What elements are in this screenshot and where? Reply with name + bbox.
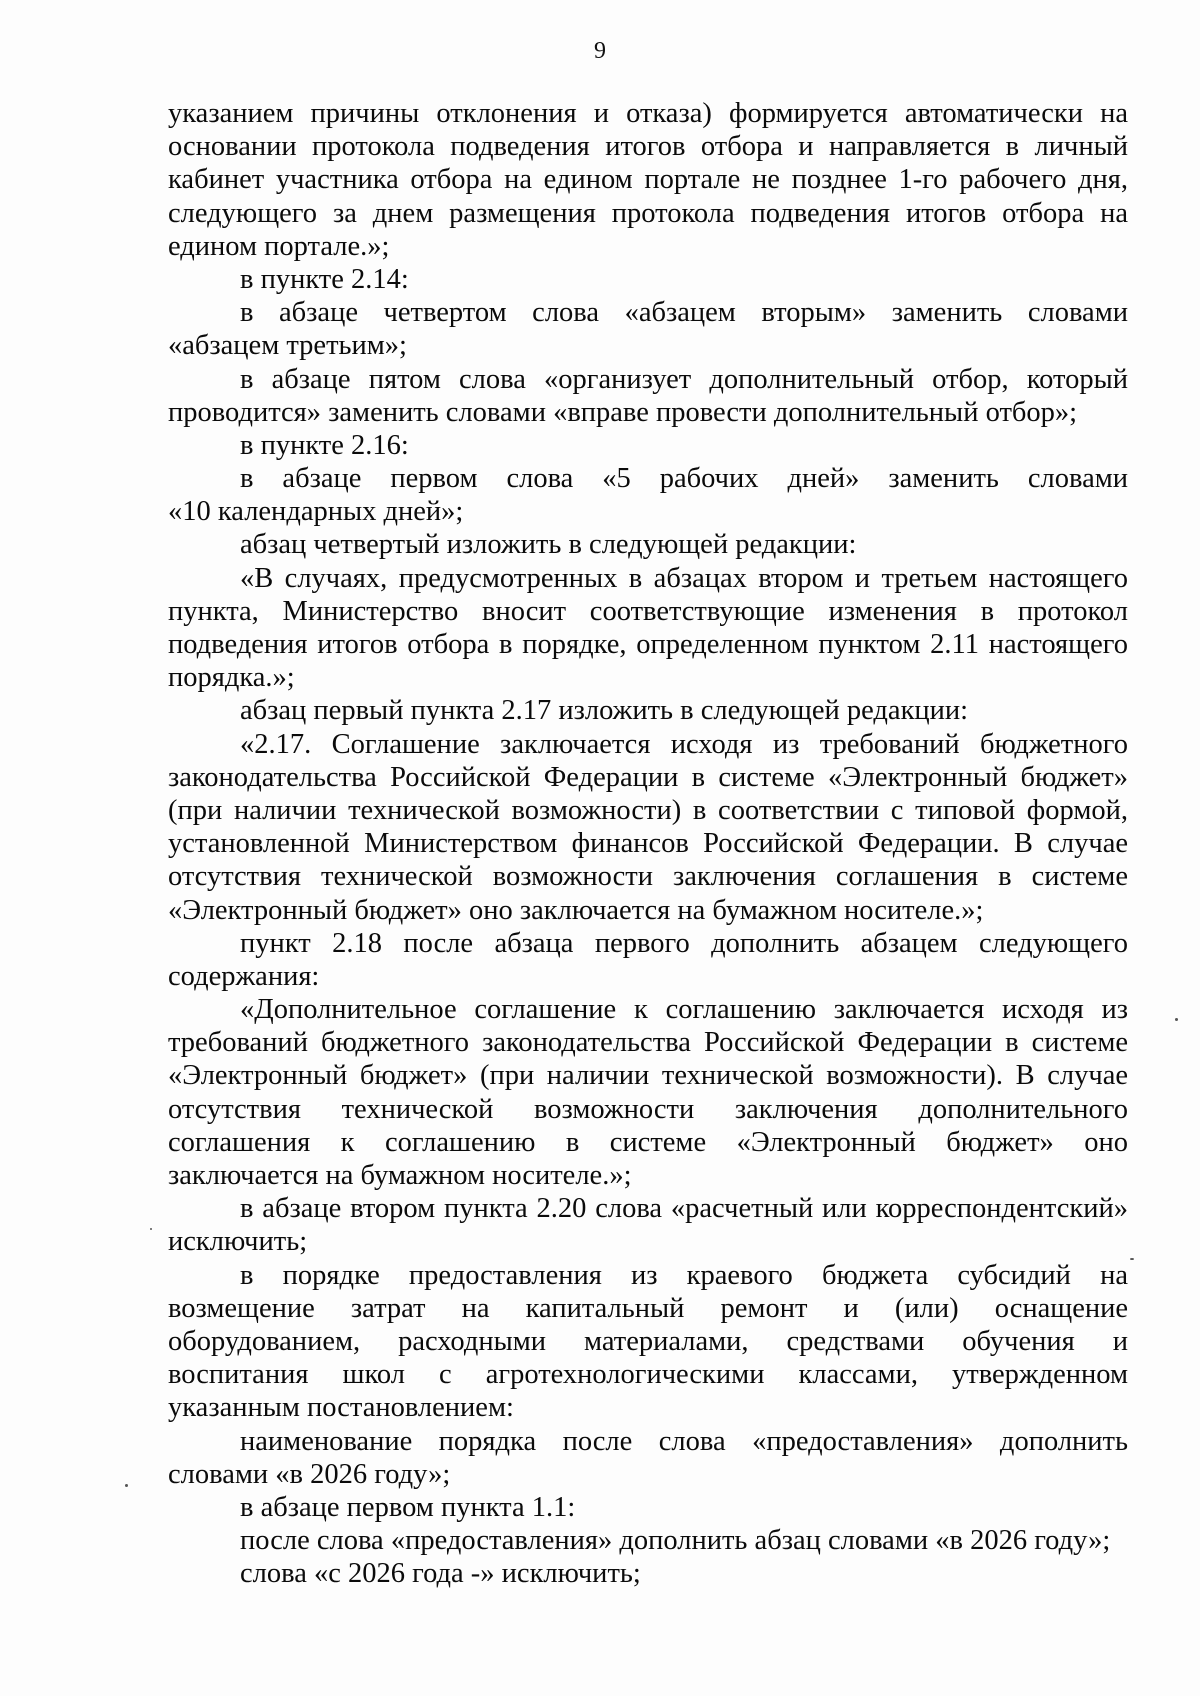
text-line: исключить; bbox=[168, 1226, 308, 1258]
text-line: «10 календарных дней»; bbox=[168, 496, 464, 528]
scan-speck bbox=[1175, 1018, 1178, 1021]
text-line: кабинет участника отбора на едином портале не позднее 1-го рабочего дня, bbox=[168, 164, 1128, 196]
text-line: основании протокола подведения итогов отбора и направляется в личный bbox=[168, 131, 1128, 163]
text-line: указанным постановлением: bbox=[168, 1392, 514, 1424]
text-line: «Электронный бюджет» (при наличии технической возможности). В случае bbox=[168, 1060, 1128, 1092]
text-line: подведения итогов отбора в порядке, определенном пунктом 2.11 настоящего bbox=[168, 629, 1128, 660]
text-line: «абзацем третьим»; bbox=[168, 330, 407, 362]
text-line: «Дополнительное соглашение к соглашению заключается исходя из bbox=[240, 994, 1128, 1026]
text-line: порядка.»; bbox=[168, 662, 295, 694]
text-line: соглашения к соглашению в системе «Электронный бюджет» оно bbox=[168, 1126, 1128, 1158]
document-body bbox=[168, 97, 1128, 1590]
scan-speck bbox=[125, 1484, 128, 1487]
text-line: законодательства Российской Федерации в системе «Электронный бюджет» bbox=[168, 761, 1128, 793]
text-line: требований бюджетного законодательства Российской Федерации в системе bbox=[168, 1027, 1128, 1059]
text-line: указанием причины отклонения и отказа) формируется автоматически на bbox=[168, 98, 1128, 129]
text-line: абзац четвертый изложить в следующей редакции: bbox=[240, 529, 857, 561]
text-line: «2.17. Соглашение заключается исходя из требований бюджетного bbox=[240, 728, 1128, 760]
text-line: «В случаях, предусмотренных в абзацах втором и третьем настоящего bbox=[240, 562, 1128, 594]
text-line: отсутствия технической возможности заключения дополнительного bbox=[168, 1093, 1128, 1125]
text-line: установленной Министерством финансов Российской Федерации. В случае bbox=[168, 828, 1128, 860]
text-line: (при наличии технической возможности) в соответствии с типовой формой, bbox=[168, 794, 1128, 826]
text-line: возмещение затрат на капитальный ремонт и (или) оснащение bbox=[168, 1292, 1128, 1324]
text-line: в пункте 2.14: bbox=[240, 263, 409, 295]
text-line: словами «в 2026 году»; bbox=[168, 1458, 451, 1490]
text-line: абзац первый пункта 2.17 изложить в следующей редакции: bbox=[240, 695, 969, 727]
text-line: в порядке предоставления из краевого бюджета субсидий на bbox=[240, 1259, 1128, 1291]
text-line: проводится» заменить словами «вправе провести дополнительный отбор»; bbox=[168, 396, 1078, 428]
text-line: пункта, Министерство вносит соответствующие изменения в протокол bbox=[168, 595, 1128, 627]
text-line: в абзаце первом слова «5 рабочих дней» заменить словами bbox=[240, 463, 1128, 495]
text-line: воспитания школ с агротехнологическими классами, утвержденном bbox=[168, 1359, 1128, 1391]
text-line: следующего за днем размещения протокола подведения итогов отбора на bbox=[168, 197, 1128, 229]
text-line: наименование порядка после слова «предоставления» дополнить bbox=[240, 1425, 1128, 1457]
text-line: отсутствия технической возможности заключения соглашения в системе bbox=[168, 861, 1128, 893]
text-line: «Электронный бюджет» оно заключается на бумажном носителе.»; bbox=[168, 894, 984, 926]
text-line: оборудованием, расходными материалами, средствами обучения и bbox=[168, 1325, 1128, 1357]
text-line: едином портале.»; bbox=[168, 230, 390, 262]
text-line: в абзаце втором пункта 2.20 слова «расчетный или корреспондентский» bbox=[240, 1193, 1128, 1225]
text-line: в абзаце четвертом слова «абзацем вторым» заменить словами bbox=[240, 297, 1128, 329]
text-line: пункт 2.18 после абзаца первого дополнить абзацем следующего bbox=[240, 927, 1128, 959]
text-line: заключается на бумажном носителе.»; bbox=[168, 1160, 632, 1191]
text-line: в абзаце пятом слова «организует дополнительный отбор, который bbox=[240, 363, 1128, 395]
text-line: в абзаце первом пункта 1.1: bbox=[240, 1491, 576, 1523]
text-line: слова «с 2026 года -» исключить; bbox=[240, 1558, 641, 1590]
page-number: 9 bbox=[594, 38, 606, 64]
text-line: содержания: bbox=[168, 960, 320, 992]
scan-speck bbox=[1130, 1258, 1134, 1260]
scan-speck bbox=[150, 1228, 152, 1230]
text-line: в пункте 2.16: bbox=[240, 429, 409, 461]
text-line: после слова «предоставления» дополнить абзац словами «в 2026 году»; bbox=[240, 1525, 1111, 1557]
